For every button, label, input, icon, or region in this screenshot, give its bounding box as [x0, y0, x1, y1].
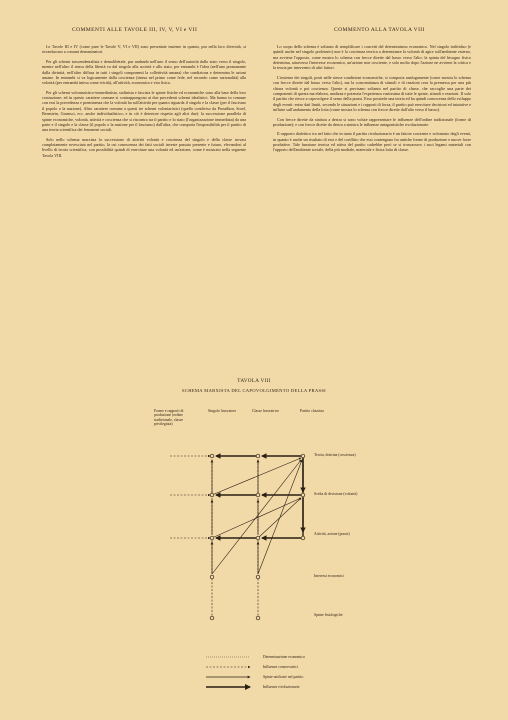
node — [256, 454, 260, 458]
legend-unified: Spinte unificate nel partito — [263, 675, 304, 679]
thrust-line — [212, 498, 301, 538]
node — [256, 493, 260, 497]
conservative-influences — [170, 456, 210, 538]
left-paragraph: Solo nello schema marxista la successione di attività volontà e coscienza del singolo e della classe trovasi completamente rovesciata nel partito, la cui conoscenza dei fatti sociali investe passato presente e futuro, elevandosi al livello di teoria scientifica, con possibilità quindi di esercitare una volontà ed un'azione, come è mostrato nella seguente Tavola VIII. — [42, 136, 246, 158]
legend-samples — [206, 657, 250, 687]
node — [301, 493, 305, 497]
figure-title: TAVOLA VIII — [237, 378, 271, 384]
node — [256, 616, 260, 620]
column-label-worker: Singolo lavoratore — [208, 409, 237, 413]
column-label-class: Classe lavoratrice — [252, 409, 280, 413]
right-paragraph: Con frecce dirette da sinistra a destra si sono volute rappresentare le influenze dell'ordine tradizionale (forme di produzione); e con frecce dirette da destra a sinistra le influenze antagonistiche rivoluzionarie. — [273, 116, 471, 127]
row-label-physiological: Spinte fisiologiche — [314, 613, 343, 617]
legend-conservative: Influenze conservatrici — [263, 665, 298, 669]
node — [210, 454, 214, 458]
row-label-theory: Teoria, dottrina (coscienza) — [314, 453, 356, 457]
node — [256, 536, 260, 540]
left-paragraph: Per gli schemi trascendentalista e demolibérale, pur andando nell'uno il senso dell'autorità dallo stato verso il singolo, mentre nell'altro il senso della libertà va dal singolo alla società e allo stato, per entrambi è l'idea (nell'uno promanante dalla divinità, nell'altro diffusa in tutti i singoli componenti la collettività umana) che condiziona e determina le azioni umane. In entrambi si va logicamente dalla coscienza (intesa nel primo come fede, nel secondo come razionalità) alla volontà (per entrambi intesa come eticità), all'attività, economica e vita fisica. — [42, 58, 246, 86]
thrust-line — [258, 460, 302, 574]
right-paragraph: L'insieme dei singoli, posti nelle stesse condizioni economiche, si comporta analogamente (come mostra lo schema con frecce dirette dal basso verso l'alto), ma la concomitanza di stimoli e di reazioni crea la premessa per una più chiara volontà e poi coscienza. Queste si precisano soltanto nel partito di classe, che raccoglie una parte dei componenti di questa ma elabora, analizza e potenzia l'esperienza vastissima di tutte le spinte, stimoli e reazioni. Il solo il partito che riesce a capovolgere il senso della prassi. Esso possiede una teoria ed ha quindi conoscenza dello sviluppo degli eventi: entro dati limiti, secondo le situazioni e i rapporti di forza, il partito può esercitare decisioni ed iniziative e influire sull'andamento della lotta (come mostra lo schema con frecce dirette dall'alto verso il basso). — [273, 74, 472, 112]
node — [210, 493, 214, 497]
upward-arrows — [212, 460, 258, 574]
unified-thrusts — [212, 458, 302, 574]
column-label-production: Forme e rapporti di produzione (ordine tradizionale, classe privilegiata) — [154, 409, 184, 427]
left-paragraph: Le Tavole III e IV (come pure le Tavole V, VI e VII) sono presentate insieme in quanto, pur nella loro diversità, si riconducono a comuni denominatori. — [42, 44, 246, 55]
left-paragraph: Per gli schemi volontaristico-immediatista, stalinista e fascista le spinte fisiche ed economiche sono alla base della loro costruzione; ed in questo carattere comune si contrappongono ai due precedenti schemi idealistici. Ma hanno in comune con essi la precedenza e preminenza che la volontà ha sull'attività per quanto riguarda il singolo e la classe (per il fascismo il popolo o la nazione). Altro carattere comune a questi tre schemi volontaristici (quello condiviso da Proudhon, Sorel, Bernstein, Gramsci, ecc. anche individualistico; e in ciò è deteriore rispetto agli altri due): la successione parallela di spinte economiche, volontà, attività e coscienza che si riscontra tra il partito e lo stato (l'organizzazione immediata) da una parte e il singolo e la classe (il popolo o la nazione per il fascismo) dall'altra, che comporta l'impossibilità per il partito di una teoria scientifica dei fenomeni sociali. — [42, 89, 246, 133]
thrust-line — [258, 498, 301, 538]
row-label-activity: Attività, azione (prassi) — [314, 532, 350, 536]
node — [210, 616, 214, 620]
legend-economic: Determinazione economica — [263, 655, 305, 659]
row-label-interests: Interessi economici — [314, 574, 344, 578]
legend-revolutionary: Influenze rivoluzionarie — [263, 685, 300, 689]
row-label-decision: Scelta di decisione (volontà) — [314, 492, 358, 496]
node — [210, 536, 214, 540]
header-left: COMMENTI ALLE TAVOLE III, IV, V, VI e VII — [72, 27, 198, 33]
right-paragraph: Lo scopo dello schema è soltanto di semplificare i concetti del determinismo economico. Nel singolo individuo (e quindi anche nel singolo proletario) non è la coscienza teorica a determinare la volontà di agire sull'ambiente esterno, ma avviene l'opposto, come mostra lo schema con frecce dirette dal basso verso l'alto: la spinta del bisogno fisico determina, attraverso l'interesse economico, un'azione non cosciente, e solo molto dopo l'azione ne avviene la critica e la teoria per intervento di altri fattori. — [273, 44, 471, 71]
node — [210, 575, 214, 579]
column-label-party: Partito classista — [300, 409, 324, 413]
node — [301, 454, 305, 458]
figure-subtitle: SCHEMA MARXISTA DEL CAPOVOLGIMENTO DELLA PRASSI — [181, 388, 327, 393]
node — [301, 536, 305, 540]
right-paragraph: Il rapporto dialettico tra nel fatto che in tanto il partito rivoluzionario è un fattore cosciente e volontario degli eventi, in quanto è anche un risultato di essi e del conflitto che essi contengono fra antiche forme di produzione e nuove forze produttive. Tale funzione teorica ed attiva del partito cadrebbe però se si troncassero i suoi legami materiali con l'apporto dell'ambiente sociale, della più modiale, materiale e fisica lotta di classe. — [273, 131, 471, 153]
node — [256, 575, 260, 579]
header-right: COMMENTO ALLA TAVOLA VIII — [334, 27, 425, 33]
thrust-line — [212, 460, 301, 574]
diagram-nodes — [210, 454, 305, 620]
thrust-line — [212, 458, 301, 495]
